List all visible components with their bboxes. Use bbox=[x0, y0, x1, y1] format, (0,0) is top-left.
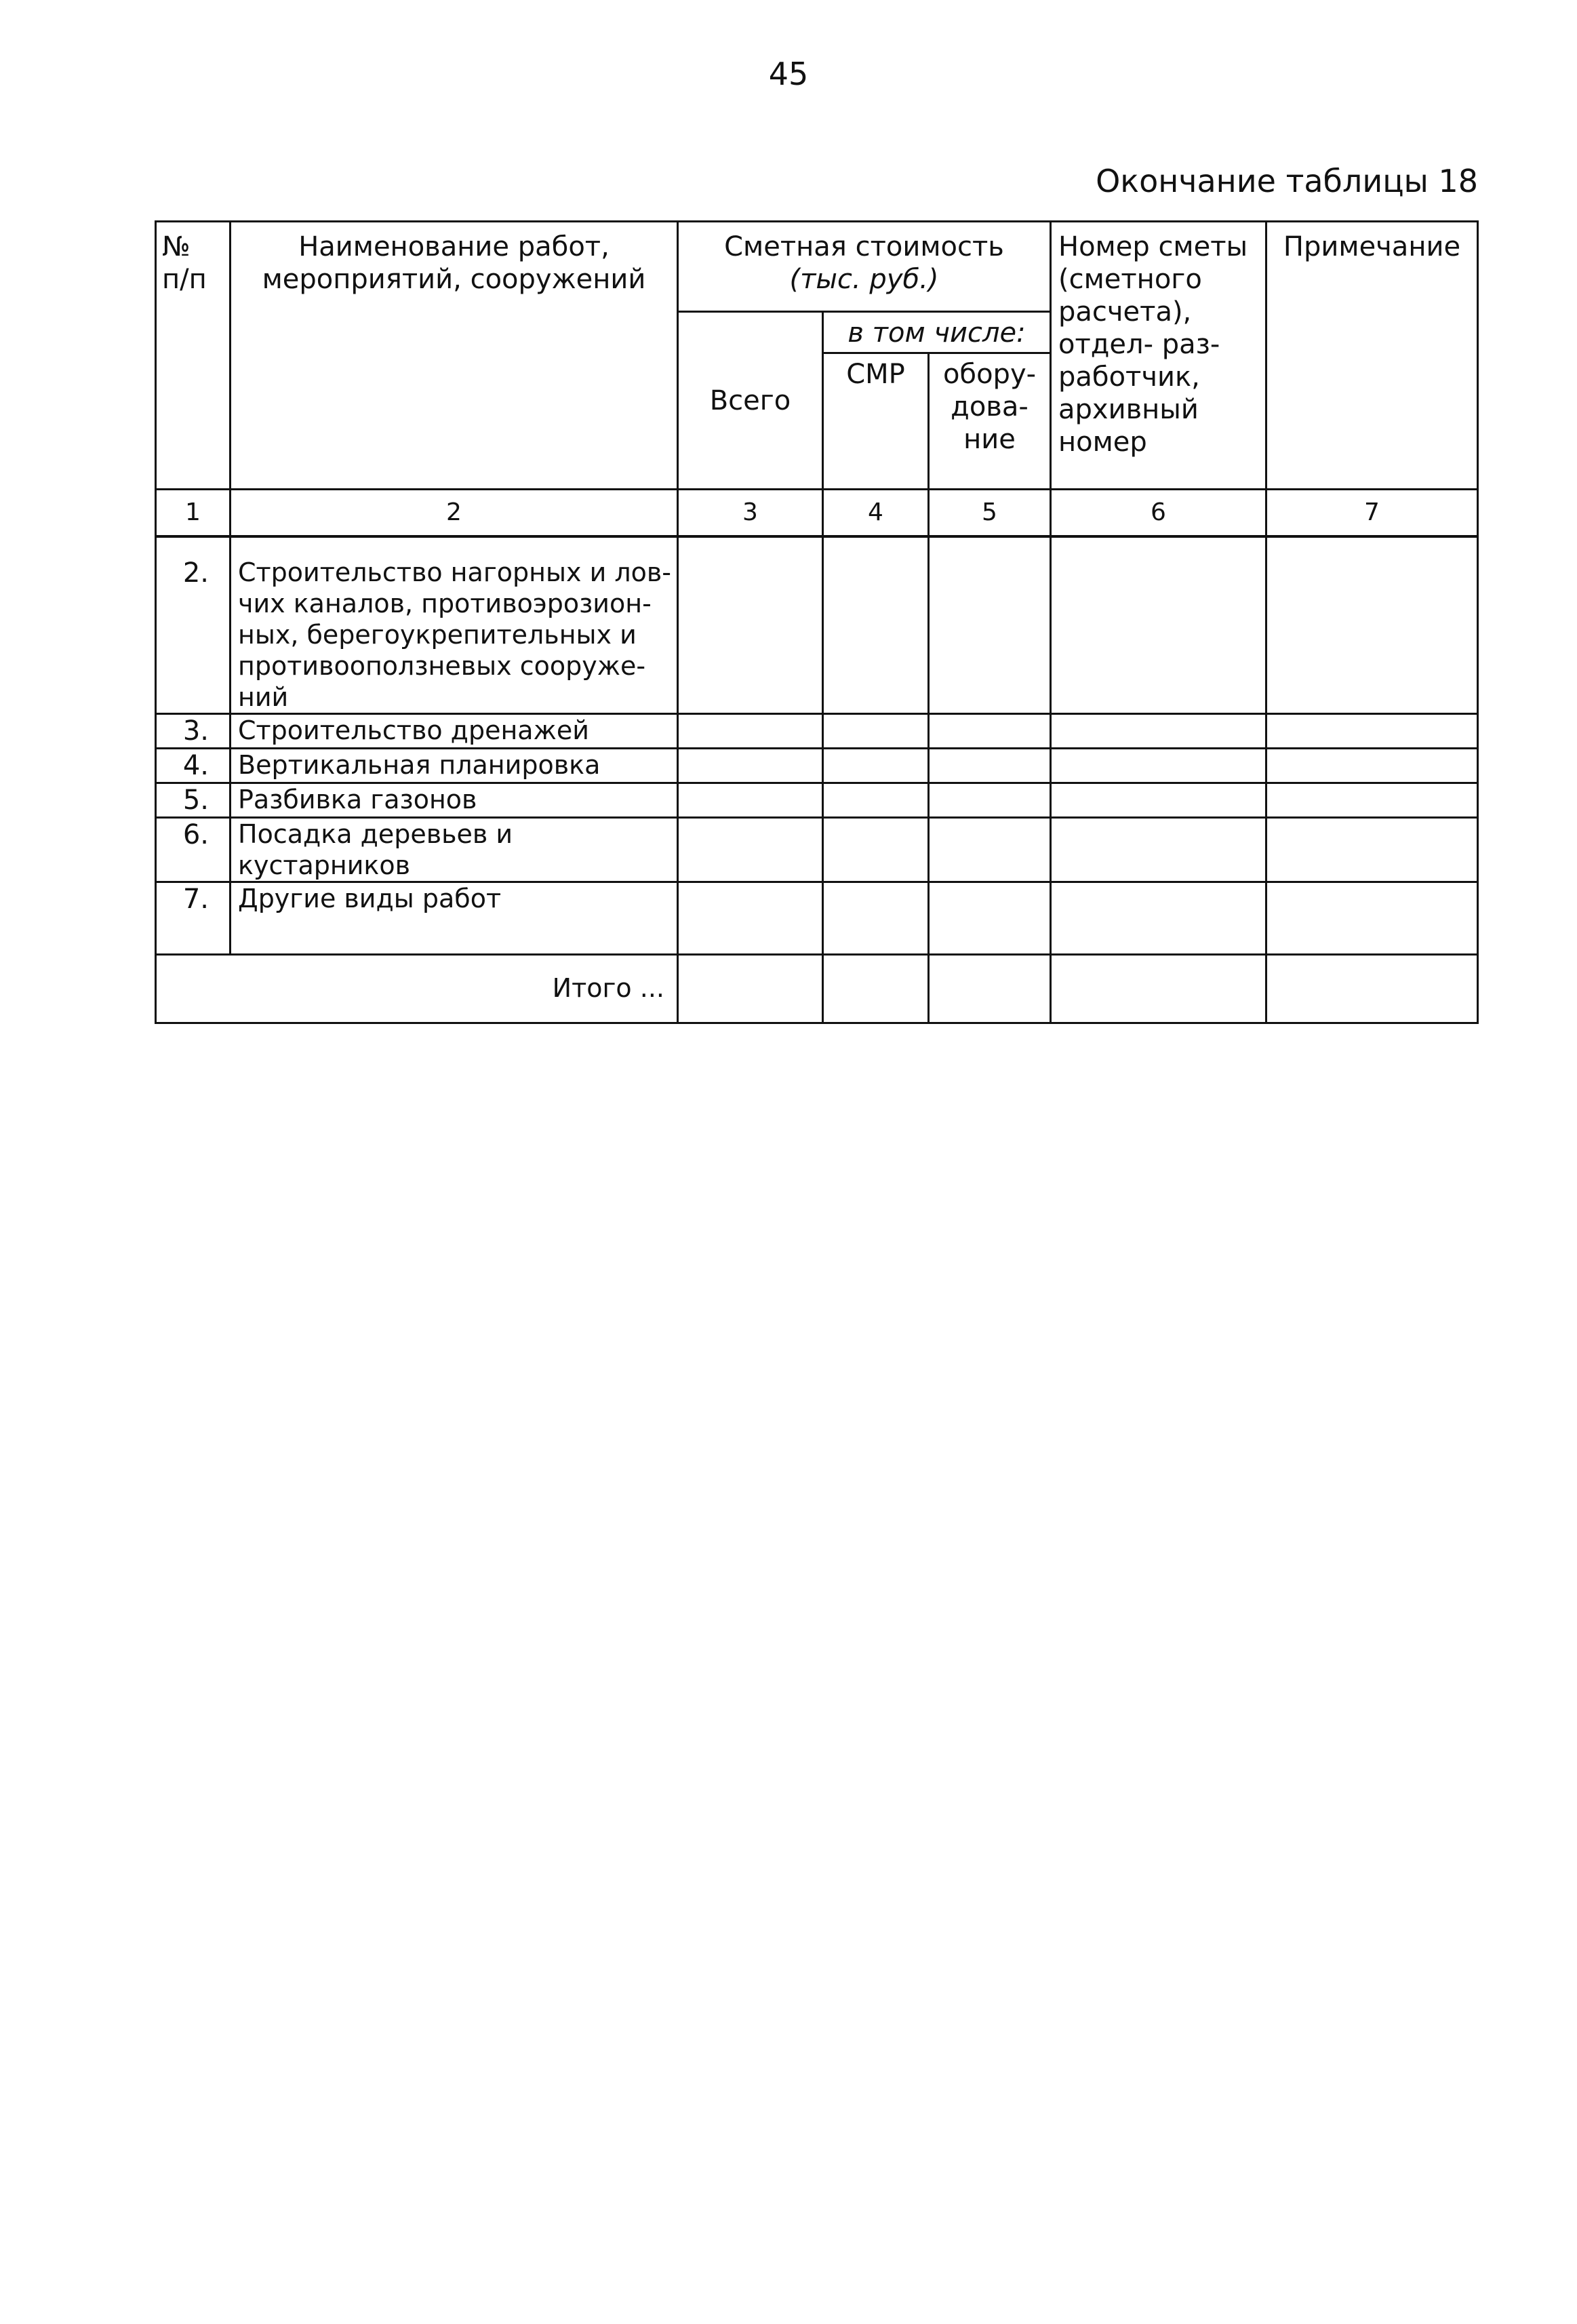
column-number: 3 bbox=[678, 490, 823, 537]
column-number: 6 bbox=[1051, 490, 1266, 537]
work-name: Строительство нагорных и лов- чих каналов, противоэрозион- ных, берегоукрепительных и противооползневых сооруже- ний bbox=[231, 536, 678, 714]
table-row bbox=[156, 818, 1478, 882]
row-number: 4. bbox=[156, 749, 231, 783]
header-total: Всего bbox=[678, 312, 823, 490]
work-name: Другие виды работ bbox=[231, 882, 678, 955]
column-number: 7 bbox=[1266, 490, 1478, 537]
work-name: Разбивка газонов bbox=[231, 783, 678, 818]
header-row-1 bbox=[156, 222, 1478, 312]
work-name: Посадка деревьев и кустарников bbox=[231, 818, 678, 882]
header-name: Наименование работ, мероприятий, сооружений bbox=[231, 222, 678, 490]
work-name: Строительство дренажей bbox=[231, 714, 678, 749]
header-smr: СМР bbox=[823, 353, 929, 490]
header-estimate-number: Номер сметы (сметного расчета), отдел- раз- работчик, архивный номер bbox=[1051, 222, 1266, 490]
row-number: 6. bbox=[156, 818, 231, 882]
column-number: 4 bbox=[823, 490, 929, 537]
table-row bbox=[156, 536, 1478, 714]
total-row bbox=[156, 955, 1478, 1023]
table-row bbox=[156, 882, 1478, 955]
row-number: 3. bbox=[156, 714, 231, 749]
header-cost: Сметная стоимость (тыс. руб.) bbox=[678, 222, 1051, 312]
header-equipment: обору- дова- ние bbox=[929, 353, 1051, 490]
work-name: Вертикальная планировка bbox=[231, 749, 678, 783]
table-row bbox=[156, 714, 1478, 749]
table-caption: Окончание таблицы 18 bbox=[1096, 163, 1478, 199]
column-number: 5 bbox=[929, 490, 1051, 537]
row-number: 7. bbox=[156, 882, 231, 955]
table-row bbox=[156, 749, 1478, 783]
column-number: 1 bbox=[156, 490, 231, 537]
header-including: в том числе: bbox=[823, 312, 1051, 353]
page-number: 45 bbox=[768, 56, 809, 92]
row-number: 5. bbox=[156, 783, 231, 818]
row-number: 2. bbox=[156, 536, 231, 714]
column-number-row bbox=[156, 490, 1478, 537]
table-row bbox=[156, 783, 1478, 818]
total-label: Итого ... bbox=[156, 955, 678, 1023]
estimate-table bbox=[155, 220, 1479, 1024]
header-no: № п/п bbox=[156, 222, 231, 490]
header-note: Примечание bbox=[1266, 222, 1478, 490]
column-number: 2 bbox=[231, 490, 678, 537]
